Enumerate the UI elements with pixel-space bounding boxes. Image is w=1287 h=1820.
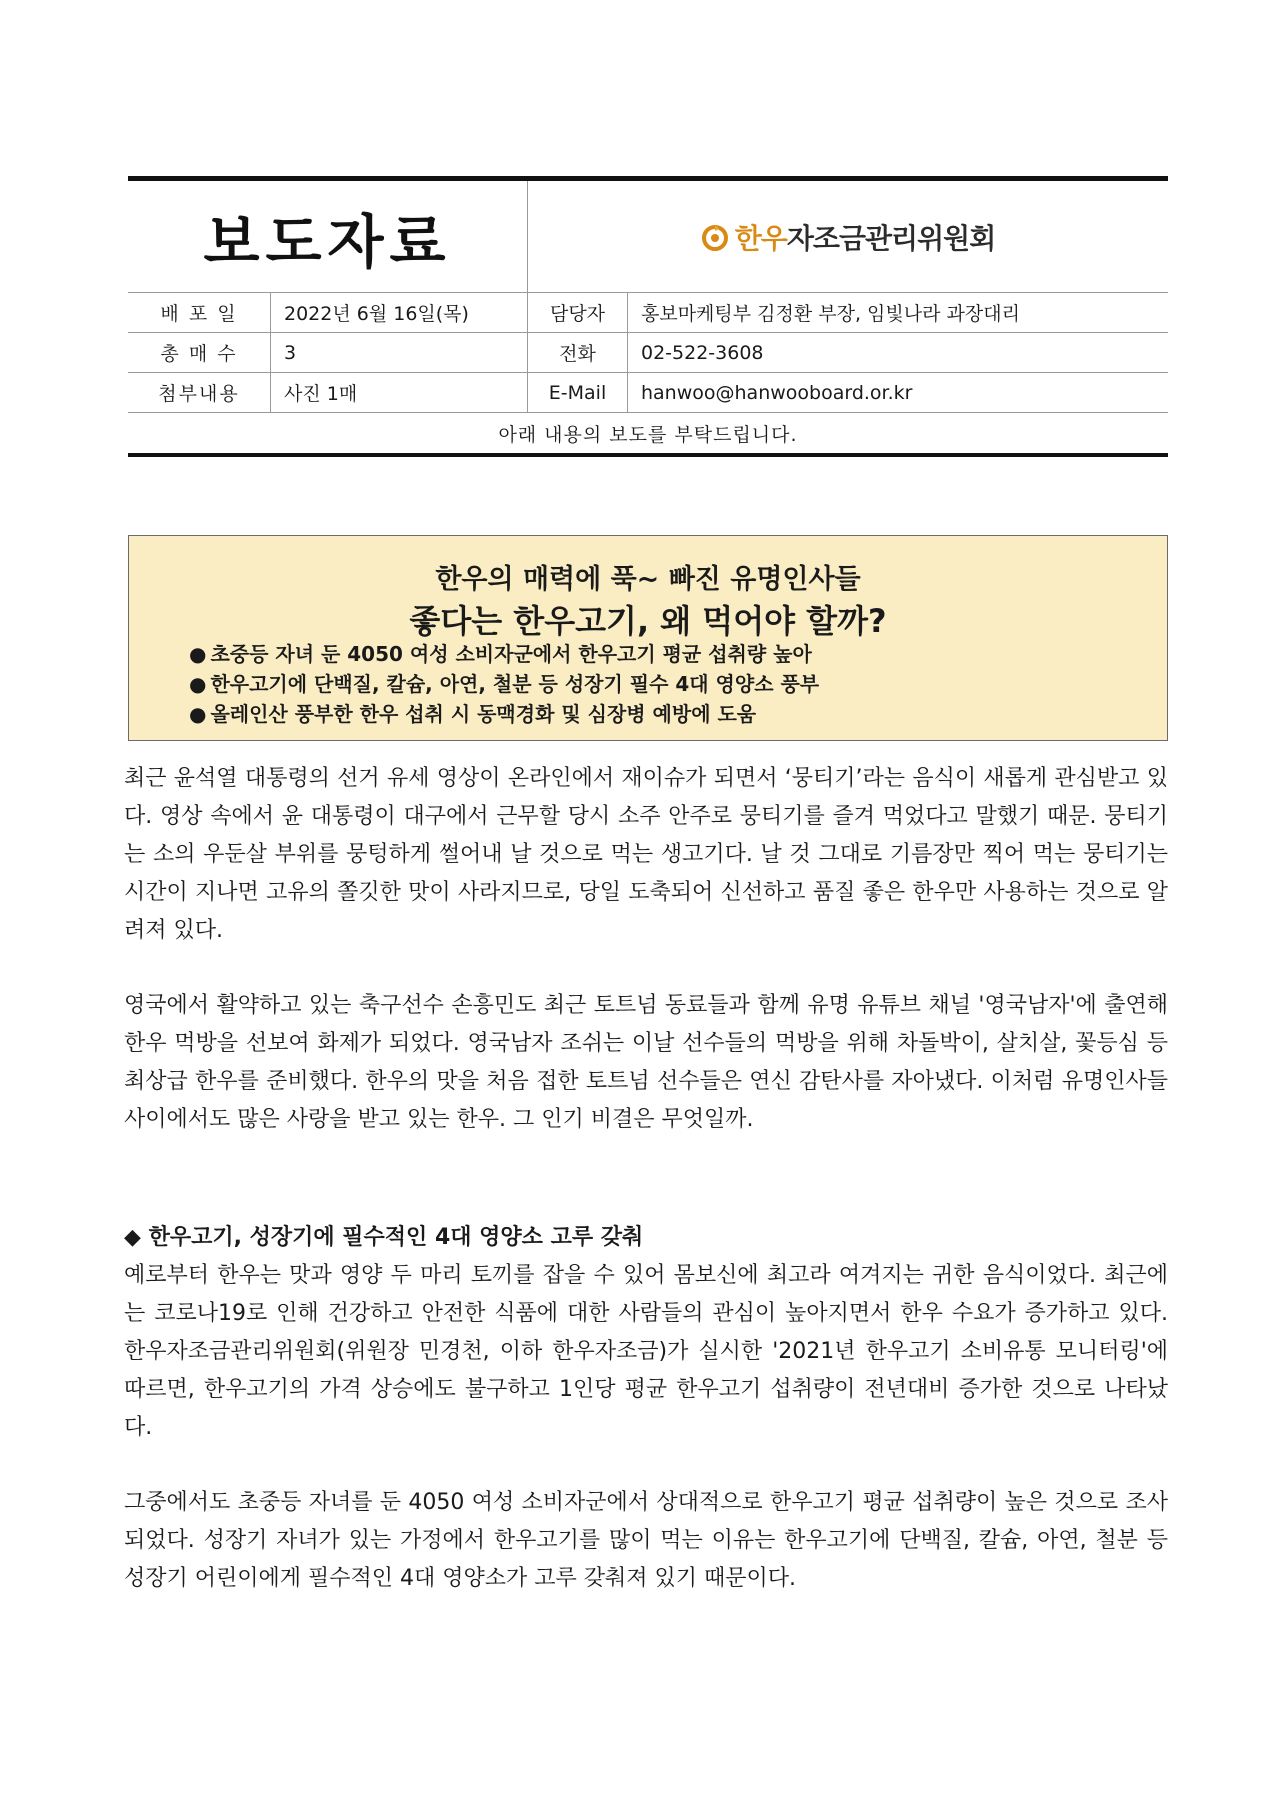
bullet-text: 한우고기에 단백질, 칼슘, 아연, 철분 등 성장기 필수 4대 영양소 풍부 <box>210 672 820 696</box>
section-heading: ◆ 한우고기, 성장기에 필수적인 4대 영양소 고루 갖춰 <box>124 1225 644 1250</box>
title-cell <box>128 181 528 292</box>
logo-text-rest: 자조금관리위원회 <box>786 221 996 255</box>
info-row-date <box>128 293 1168 333</box>
label-release-date: 배 포 일 <box>128 293 271 332</box>
bullet-icon: ● <box>189 672 207 696</box>
label-contact: 담당자 <box>528 293 628 332</box>
header-bottom-rule <box>128 453 1168 457</box>
value-attachment: 사진 1매 <box>271 373 528 412</box>
list-item <box>189 699 819 729</box>
headline-subtitle: 한우의 매력에 푹~ 빠진 유명인사들 <box>435 564 861 595</box>
headline-title: 좋다는 한우고기, 왜 먹어야 할까? <box>409 602 887 640</box>
header-title-row <box>128 181 1168 293</box>
bullet-icon: ● <box>189 642 207 666</box>
request-note: 아래 내용의 보도를 부탁드립니다. <box>498 423 798 446</box>
logo-mark-icon <box>701 223 729 251</box>
document-title: 보도자료 <box>203 207 452 276</box>
list-item <box>189 639 819 669</box>
bullet-text: 올레인산 풍부한 한우 섭취 시 동맥경화 및 심장병 예방에 도움 <box>210 702 757 726</box>
value-email: hanwoo@hanwooboard.or.kr <box>641 381 913 404</box>
info-row-pages <box>128 333 1168 373</box>
press-release-header <box>128 176 1168 457</box>
label-email: E-Mail <box>528 373 628 412</box>
bullet-text: 초중등 자녀 둔 4050 여성 소비자군에서 한우고기 평균 섭취량 높아 <box>210 642 812 666</box>
logo-text-accent: 한우 <box>734 221 787 255</box>
value-phone: 02-522-3608 <box>641 341 764 364</box>
paragraph-4: 그중에서도 초중등 자녀를 둔 4050 여성 소비자군에서 상대적으로 한우고기 평균 섭취량이 높은 것으로 조사되었다. 성장기 자녀가 있는 가정에서 한우고기를 많이 먹는 이유는 한우고기에 단백질, 칼슘, 아연, 철분 등 성장기 어린이에게 필수적인 4대 영양소가 고루 갖춰져 있기 때문이다. <box>124 1490 1168 1591</box>
headline-box <box>128 535 1168 741</box>
value-contact: 홍보마케팅부 김정환 부장, 임빛나라 과장대리 <box>641 303 1020 325</box>
paragraph-2: 영국에서 활약하고 있는 축구선수 손흥민도 최근 토트넘 동료들과 함께 유명 유튜브 채널 '영국남자'에 출연해 한우 먹방을 선보여 화제가 되었다. 영국남자 조쉬는 이날 선수들의 먹방을 위해 차돌박이, 살치살, 꽃등심 등 최상급 한우를 준비했다. 한우의 맛을 처음 접한 토트넘 선수들은 연신 감탄사를 자아냈다. 이처럼 유명인사들 사이에서도 많은 사랑을 받고 있는 한우. 그 인기 비결은 무엇일까. <box>124 993 1168 1132</box>
logo-text <box>735 217 996 257</box>
label-phone: 전화 <box>528 333 628 372</box>
logo-cell <box>528 181 1168 292</box>
bullet-icon: ● <box>189 702 207 726</box>
value-page-count: 3 <box>271 333 528 372</box>
info-row-attachment <box>128 373 1168 413</box>
label-page-count: 총 매 수 <box>128 333 271 372</box>
organization-logo <box>701 217 996 257</box>
headline-bullets <box>189 639 819 729</box>
paragraph-1: 최근 윤석열 대통령의 선거 유세 영상이 온라인에서 재이슈가 되면서 ‘뭉티기’라는 음식이 새롭게 관심받고 있다. 영상 속에서 윤 대통령이 대구에서 근무할 당시 소주 안주로 뭉티기를 즐겨 먹었다고 말했기 때문. 뭉티기는 소의 우둔살 부위를 뭉텅하게 썰어내 날 것으로 먹는 생고기다. 날 것 그대로 기름장만 찍어 먹는 뭉티기는 시간이 지나면 고유의 쫄깃한 맛이 사라지므로, 당일 도축되어 신선하고 품질 좋은 한우만 사용하는 것으로 알려져 있다. <box>124 766 1168 943</box>
paragraph-3: 예로부터 한우는 맛과 영양 두 마리 토끼를 잡을 수 있어 몸보신에 최고라 여겨지는 귀한 음식이었다. 최근에는 코로나19로 인해 건강하고 안전한 식품에 대한 사람들의 관심이 높아지면서 한우 수요가 증가하고 있다. 한우자조금관리위원회(위원장 민경천, 이하 한우자조금)가 실시한 '2021년 한우고기 소비유통 모니터링'에 따르면, 한우고기의 가격 상승에도 불구하고 1인당 평균 한우고기 섭취량이 전년대비 증가한 것으로 나타났다. <box>124 1263 1168 1440</box>
label-attachment: 첨부내용 <box>128 373 271 412</box>
list-item <box>189 669 819 699</box>
value-release-date: 2022년 6월 16일(목) <box>271 293 528 332</box>
